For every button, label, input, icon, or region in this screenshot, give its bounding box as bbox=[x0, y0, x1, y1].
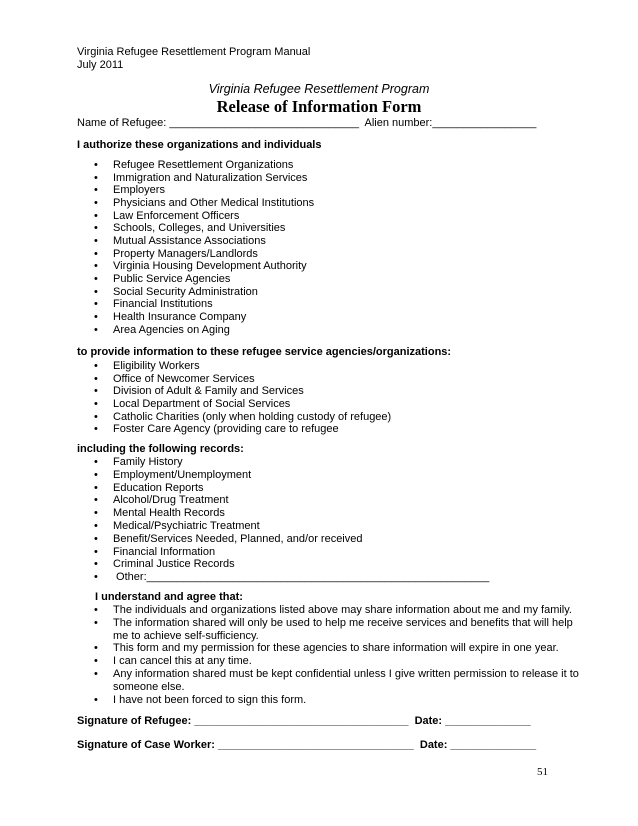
list-item: • Law Enforcement Officers bbox=[113, 210, 314, 223]
list-item: • Immigration and Naturalization Services bbox=[113, 172, 314, 185]
list-item: • Education Reports bbox=[113, 482, 489, 495]
section-organizations-heading: I authorize these organizations and individuals bbox=[77, 139, 322, 151]
section-agreement-heading: I understand and agree that: bbox=[95, 591, 243, 603]
refugee-signature-line: Signature of Refugee: ___________________________________ Date: ______________ bbox=[77, 715, 531, 727]
refugee-name-line: Name of Refugee: _______________________________ Alien number:_________________ bbox=[77, 117, 537, 129]
list-item: • The individuals and organizations listed above may share information about me and my family. bbox=[113, 604, 579, 617]
case-worker-signature-line: Signature of Case Worker: ________________________________ Date: ______________ bbox=[77, 739, 537, 751]
list-item: • Eligibility Workers bbox=[113, 360, 391, 373]
agreement-list bbox=[113, 604, 579, 706]
list-item: • Catholic Charities (only when holding custody of refugee) bbox=[113, 411, 391, 424]
list-item: • Medical/Psychiatric Treatment bbox=[113, 520, 489, 533]
manual-title: Virginia Refugee Resettlement Program Manual bbox=[77, 46, 311, 58]
list-item: • I can cancel this at any time. bbox=[113, 655, 579, 668]
list-item: • This form and my permission for these agencies to share information will expire in one year. bbox=[113, 642, 579, 655]
list-item: • Criminal Justice Records bbox=[113, 558, 489, 571]
list-item: • Refugee Resettlement Organizations bbox=[113, 159, 314, 172]
list-item: • Area Agencies on Aging bbox=[113, 324, 314, 337]
records-list bbox=[113, 456, 489, 584]
form-title: Release of Information Form bbox=[216, 97, 422, 116]
list-item: • Local Department of Social Services bbox=[113, 398, 391, 411]
list-item: • Any information shared must be kept confidential unless I give written permission to release it to someone else. bbox=[113, 668, 579, 694]
list-item: • Mental Health Records bbox=[113, 507, 489, 520]
list-item: • Health Insurance Company bbox=[113, 311, 314, 324]
list-item: • Family History bbox=[113, 456, 489, 469]
list-item: • Financial Information bbox=[113, 546, 489, 559]
list-item: • Public Service Agencies bbox=[113, 273, 314, 286]
list-item: • Office of Newcomer Services bbox=[113, 373, 391, 386]
agencies-list bbox=[113, 360, 391, 436]
list-item: • Property Managers/Landlords bbox=[113, 248, 314, 261]
manual-date: July 2011 bbox=[77, 59, 124, 71]
list-item: • Alcohol/Drug Treatment bbox=[113, 494, 489, 507]
organizations-list bbox=[113, 159, 314, 336]
program-title: Virginia Refugee Resettlement Program bbox=[208, 82, 430, 96]
list-item: • Virginia Housing Development Authority bbox=[113, 260, 314, 273]
list-item: • Foster Care Agency (providing care to refugee bbox=[113, 423, 391, 436]
list-item: • I have not been forced to sign this form. bbox=[113, 694, 579, 707]
list-item: • Employment/Unemployment bbox=[113, 469, 489, 482]
list-item: • Employers bbox=[113, 184, 314, 197]
list-item: • The information shared will only be used to help me receive services and benefits that will help me to achieve self-sufficiency. bbox=[113, 617, 579, 643]
list-item: • Physicians and Other Medical Institutions bbox=[113, 197, 314, 210]
section-records-heading: including the following records: bbox=[77, 443, 244, 455]
list-item: • Social Security Administration bbox=[113, 286, 314, 299]
list-item: • Schools, Colleges, and Universities bbox=[113, 222, 314, 235]
list-item: • Mutual Assistance Associations bbox=[113, 235, 314, 248]
list-item: • Benefit/Services Needed, Planned, and/or received bbox=[113, 533, 489, 546]
list-item: • Other:________________________________________________________ bbox=[113, 571, 489, 584]
document-header bbox=[77, 46, 310, 72]
section-agencies-heading: to provide information to these refugee service agencies/organizations: bbox=[77, 346, 452, 358]
page-number: 51 bbox=[537, 766, 548, 778]
list-item: • Division of Adult & Family and Services bbox=[113, 385, 391, 398]
list-item: • Financial Institutions bbox=[113, 298, 314, 311]
